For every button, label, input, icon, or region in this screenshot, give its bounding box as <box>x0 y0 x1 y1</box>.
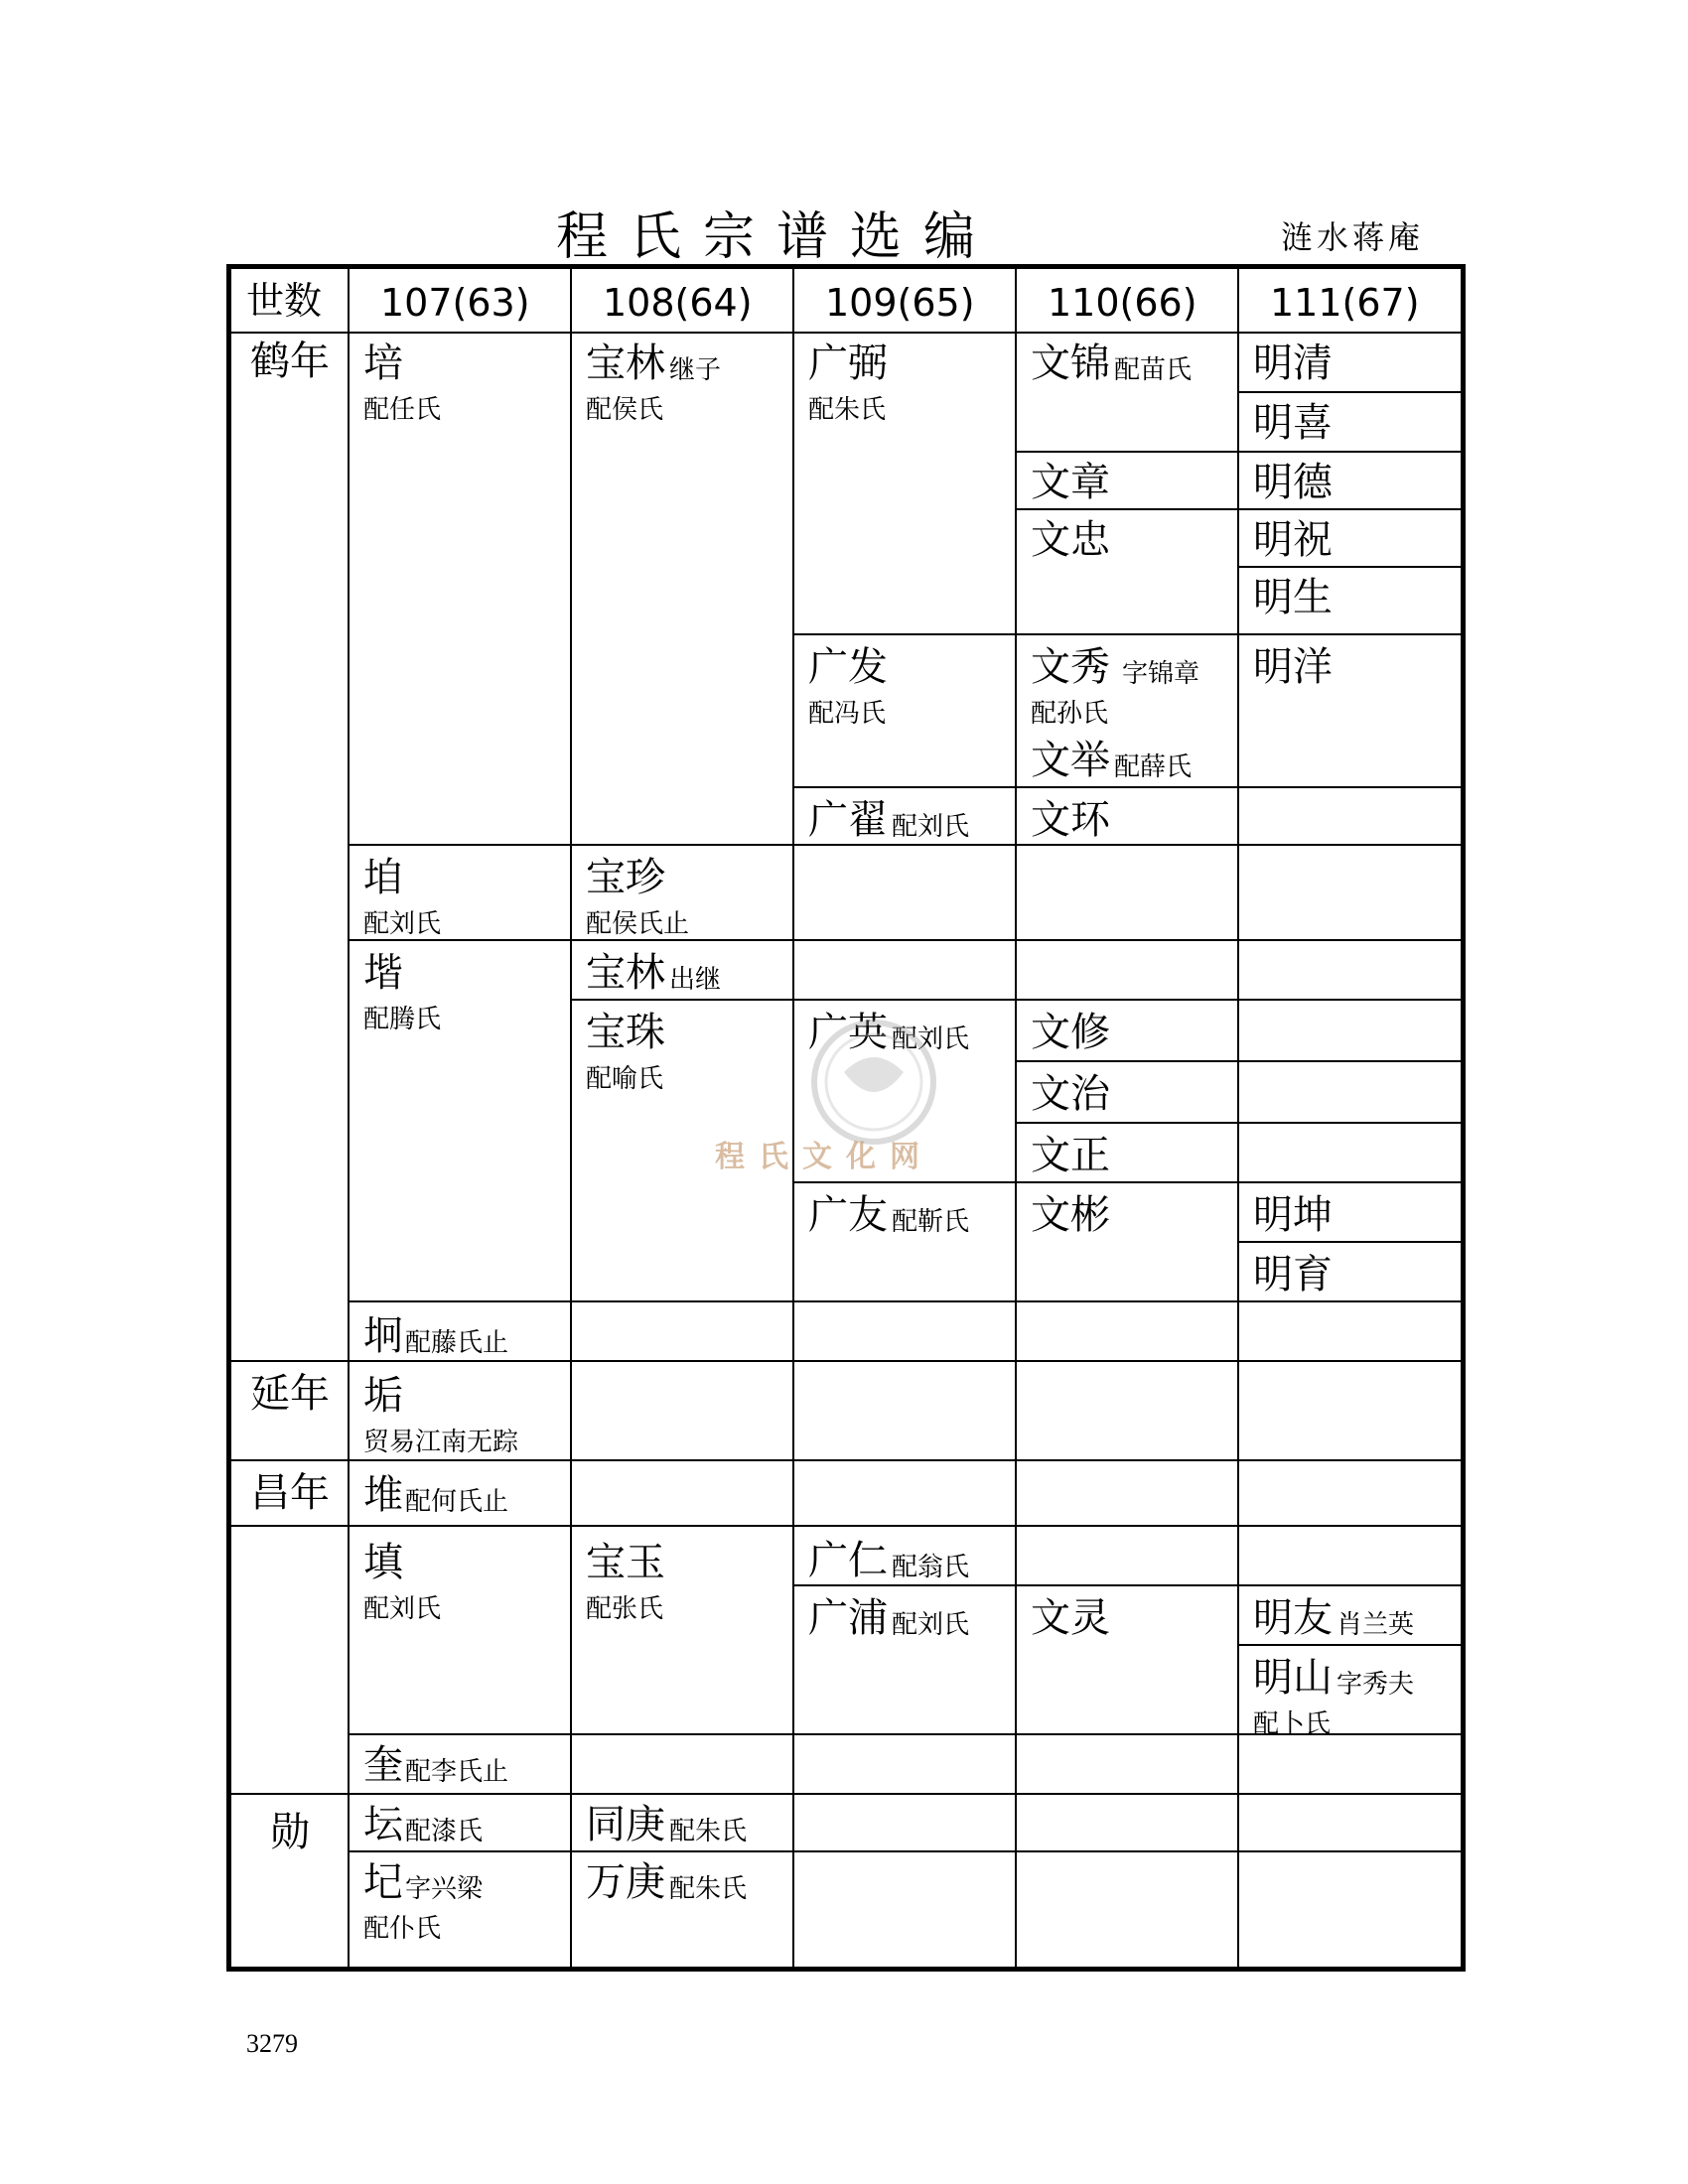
person-note: 配仆氏 <box>363 1914 442 1944</box>
person-note: 配刘氏 <box>363 909 442 939</box>
person-name: 堦 <box>363 950 403 996</box>
page-number: 3279 <box>246 2029 298 2058</box>
person-name: 明育 <box>1253 1252 1333 1297</box>
person-name: 奎 <box>363 1742 403 1788</box>
person-note: 配腾氏 <box>363 1005 442 1034</box>
grid-line <box>226 1360 1461 1362</box>
person-name: 堆 <box>363 1472 403 1518</box>
branch-label: 勋 <box>270 1810 310 1855</box>
person-tag: 配刘氏 <box>892 1610 970 1640</box>
person-name: 明德 <box>1253 460 1333 505</box>
person-tag: 肖兰英 <box>1336 1610 1415 1640</box>
header-gen-111: 111(67) <box>1270 281 1420 325</box>
grid-line <box>348 1850 1461 1852</box>
person-name: 坰 <box>363 1313 403 1359</box>
grid-line <box>226 1525 1461 1527</box>
person-note: 配张氏 <box>586 1594 664 1624</box>
person-name: 广友 <box>808 1192 888 1238</box>
person-tag: 字兴梁 <box>405 1874 484 1904</box>
person-name: 坛 <box>363 1802 403 1847</box>
person-name: 文举 <box>1031 738 1110 783</box>
header-gen-107: 107(63) <box>380 281 530 325</box>
person-tag: 配翁氏 <box>892 1553 970 1582</box>
person-tag: 出继 <box>669 965 722 995</box>
person-note: 配冯氏 <box>808 699 887 729</box>
header-gen-110: 110(66) <box>1048 281 1197 325</box>
grid-line <box>1237 1644 1461 1646</box>
grid-line <box>1015 1122 1461 1124</box>
person-name: 文章 <box>1031 460 1110 505</box>
watermark-text: 程氏文化网 <box>715 1140 933 1174</box>
person-name: 广浦 <box>808 1595 888 1641</box>
header-gen-109: 109(65) <box>825 281 975 325</box>
grid-line <box>226 1459 1461 1461</box>
person-name: 广英 <box>808 1010 888 1055</box>
person-name: 文正 <box>1031 1133 1110 1178</box>
grid-line <box>1015 451 1461 453</box>
page-subtitle: 涟水蒋庵 <box>1281 218 1425 256</box>
person-name: 广翟 <box>808 797 888 843</box>
person-tag: 配苗氏 <box>1114 355 1193 385</box>
person-name: 圮 <box>363 1859 403 1905</box>
person-name: 明喜 <box>1253 400 1333 446</box>
person-name: 宝珠 <box>586 1010 665 1055</box>
person-name: 万庚 <box>586 1859 665 1905</box>
person-tag: 配李氏止 <box>405 1757 509 1787</box>
grid-line <box>226 332 1461 334</box>
person-name: 广弼 <box>808 341 888 386</box>
grid-line <box>348 1300 1461 1302</box>
person-note: 配刘氏 <box>363 1594 442 1624</box>
person-note: 配侯氏止 <box>586 909 690 939</box>
grid-line <box>1237 1241 1461 1243</box>
person-note: 配孙氏 <box>1031 699 1109 729</box>
person-name: 宝玉 <box>586 1540 665 1585</box>
person-name: 明山 <box>1253 1655 1333 1701</box>
grid-line <box>792 1584 1461 1586</box>
person-name: 宝林 <box>586 341 665 386</box>
person-name: 明祝 <box>1253 517 1333 563</box>
branch-label: 昌年 <box>250 1470 330 1516</box>
person-note: 配侯氏 <box>586 395 664 425</box>
person-name: 文修 <box>1031 1010 1110 1055</box>
person-tag: 字锦章 <box>1122 659 1200 689</box>
person-name: 文治 <box>1031 1071 1110 1117</box>
person-name: 文灵 <box>1031 1595 1110 1641</box>
person-note: 贸易江南无踪 <box>363 1428 519 1457</box>
person-name: 明坤 <box>1253 1192 1333 1238</box>
person-name: 文锦 <box>1031 341 1110 386</box>
header-shishu: 世数 <box>246 279 323 323</box>
person-name: 宝林 <box>586 950 665 996</box>
grid-line <box>1015 268 1017 1968</box>
grid-line <box>570 999 1461 1001</box>
person-tag: 配朱氏 <box>669 1874 748 1904</box>
person-note: 配任氏 <box>363 395 442 425</box>
person-note: 配卜氏 <box>1253 1709 1332 1739</box>
person-name: 明友 <box>1253 1595 1333 1641</box>
person-name: 文彬 <box>1031 1192 1110 1238</box>
branch-label: 延年 <box>250 1371 330 1417</box>
person-name: 垍 <box>363 855 403 900</box>
person-name: 明清 <box>1253 341 1333 386</box>
person-name: 文秀 <box>1031 644 1110 690</box>
header-gen-108: 108(64) <box>603 281 753 325</box>
person-tag: 配刘氏 <box>892 1024 970 1054</box>
person-tag: 字秀夫 <box>1336 1670 1415 1700</box>
branch-label: 鹤年 <box>250 339 330 384</box>
grid-line <box>570 268 572 1968</box>
person-tag: 配何氏止 <box>405 1487 509 1517</box>
grid-line <box>226 1793 1461 1795</box>
grid-line <box>1237 391 1461 393</box>
person-name: 明生 <box>1253 575 1333 620</box>
person-name: 文忠 <box>1031 517 1110 563</box>
grid-line <box>1015 1060 1461 1062</box>
person-name: 广发 <box>808 644 888 690</box>
grid-line <box>792 633 1461 635</box>
person-tag: 配朱氏 <box>669 1817 748 1846</box>
grid-line <box>1015 508 1461 510</box>
person-tag: 配靳氏 <box>892 1207 970 1237</box>
person-note: 配喻氏 <box>586 1064 664 1094</box>
grid-line <box>348 268 350 1968</box>
person-tag: 配刘氏 <box>892 812 970 842</box>
grid-line <box>348 844 1461 846</box>
person-tag: 配漆氏 <box>405 1817 484 1846</box>
grid-line <box>792 1181 1461 1183</box>
person-note: 配朱氏 <box>808 395 887 425</box>
person-name: 宝珍 <box>586 855 665 900</box>
grid-line <box>792 786 1461 788</box>
grid-line <box>348 939 1461 941</box>
page-title: 程氏宗谱选编 <box>556 207 998 267</box>
person-name: 广仁 <box>808 1538 888 1583</box>
person-name: 垢 <box>363 1373 403 1419</box>
person-name: 文环 <box>1031 797 1110 843</box>
person-name: 培 <box>363 341 403 386</box>
person-tag: 配藤氏止 <box>405 1328 509 1358</box>
person-tag: 配薛氏 <box>1114 752 1193 782</box>
person-tag: 继子 <box>669 355 722 385</box>
person-name: 填 <box>363 1540 403 1585</box>
person-name: 同庚 <box>586 1802 665 1847</box>
grid-line <box>1237 566 1461 568</box>
grid-line <box>1237 268 1239 1968</box>
person-name: 明洋 <box>1253 644 1333 690</box>
